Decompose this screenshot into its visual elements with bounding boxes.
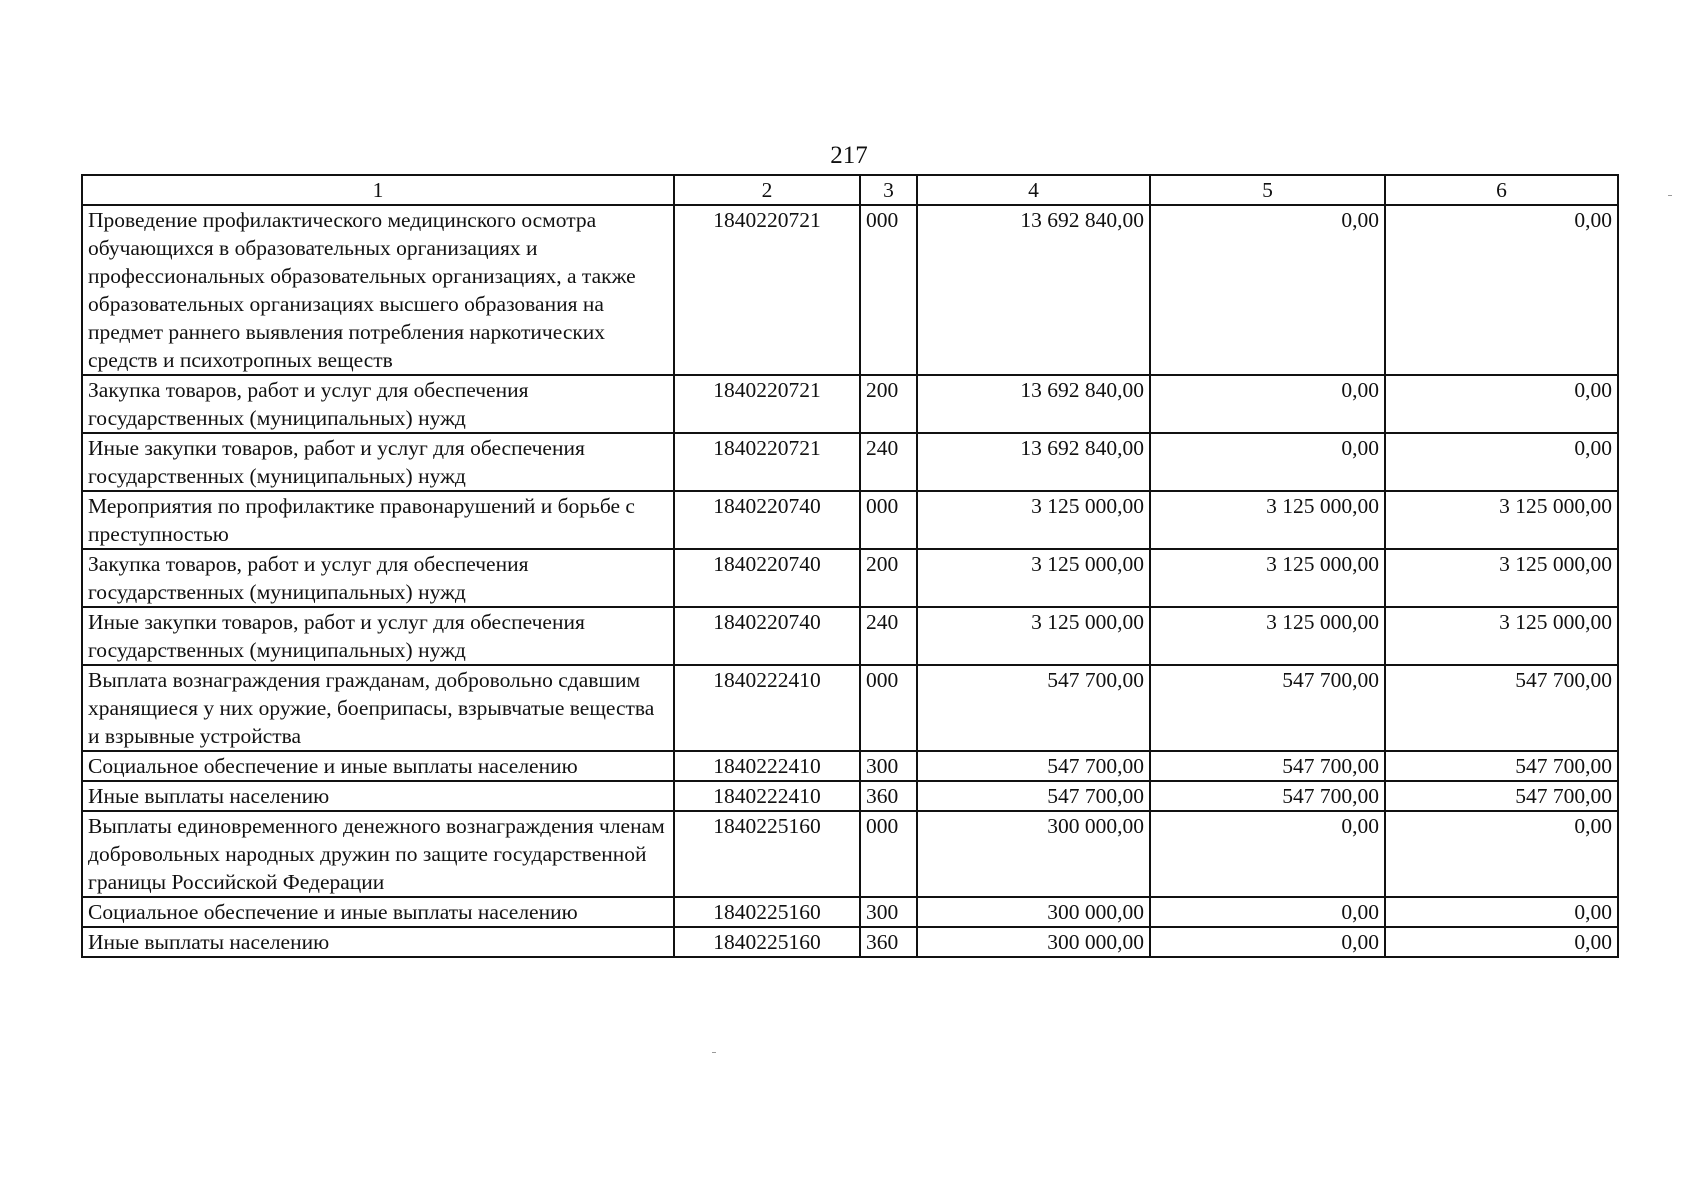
row-value-col5: 547 700,00 — [1150, 751, 1385, 781]
table-row — [82, 433, 1618, 491]
table-row — [82, 665, 1618, 751]
row-value-col5: 0,00 — [1150, 811, 1385, 897]
header-col-4: 4 — [917, 175, 1150, 205]
row-value-col5: 0,00 — [1150, 205, 1385, 375]
table-row — [82, 491, 1618, 549]
table-row — [82, 927, 1618, 957]
header-col-5: 5 — [1150, 175, 1385, 205]
header-col-1: 1 — [82, 175, 674, 205]
table-row — [82, 607, 1618, 665]
row-value-col6: 3 125 000,00 — [1385, 549, 1618, 607]
row-target-code: 1840222410 — [674, 751, 860, 781]
header-col-6: 6 — [1385, 175, 1618, 205]
row-value-col4: 3 125 000,00 — [917, 607, 1150, 665]
row-value-col6: 0,00 — [1385, 205, 1618, 375]
row-expense-type: 240 — [860, 607, 917, 665]
table-row — [82, 549, 1618, 607]
row-name: Социальное обеспечение и иные выплаты населению — [82, 751, 674, 781]
row-value-col5: 0,00 — [1150, 897, 1385, 927]
header-col-2: 2 — [674, 175, 860, 205]
row-expense-type: 000 — [860, 491, 917, 549]
table-header — [82, 175, 1618, 205]
row-expense-type: 360 — [860, 781, 917, 811]
row-target-code: 1840220740 — [674, 491, 860, 549]
table-row — [82, 811, 1618, 897]
header-col-3: 3 — [860, 175, 917, 205]
row-value-col6: 547 700,00 — [1385, 781, 1618, 811]
row-target-code: 1840220740 — [674, 549, 860, 607]
row-expense-type: 000 — [860, 811, 917, 897]
row-expense-type: 300 — [860, 751, 917, 781]
row-value-col6: 0,00 — [1385, 927, 1618, 957]
row-value-col4: 547 700,00 — [917, 751, 1150, 781]
table-row — [82, 897, 1618, 927]
row-name: Закупка товаров, работ и услуг для обеспечения государственных (муниципальных) нужд — [82, 549, 674, 607]
page-number: 217 — [830, 142, 868, 169]
row-target-code: 1840225160 — [674, 811, 860, 897]
row-target-code: 1840225160 — [674, 927, 860, 957]
row-value-col4: 13 692 840,00 — [917, 375, 1150, 433]
row-name: Иные закупки товаров, работ и услуг для обеспечения государственных (муниципальных) нужд — [82, 607, 674, 665]
budget-table — [81, 174, 1619, 958]
row-value-col6: 3 125 000,00 — [1385, 607, 1618, 665]
row-value-col5: 0,00 — [1150, 375, 1385, 433]
row-value-col4: 13 692 840,00 — [917, 433, 1150, 491]
header-row — [82, 175, 1618, 205]
scan-speck — [1668, 195, 1672, 196]
table-row — [82, 781, 1618, 811]
row-expense-type: 000 — [860, 205, 917, 375]
row-expense-type: 200 — [860, 375, 917, 433]
row-target-code: 1840222410 — [674, 781, 860, 811]
row-value-col5: 0,00 — [1150, 927, 1385, 957]
row-value-col4: 3 125 000,00 — [917, 491, 1150, 549]
row-value-col6: 0,00 — [1385, 811, 1618, 897]
row-value-col4: 300 000,00 — [917, 927, 1150, 957]
row-value-col4: 300 000,00 — [917, 897, 1150, 927]
row-target-code: 1840222410 — [674, 665, 860, 751]
row-expense-type: 360 — [860, 927, 917, 957]
row-name: Иные выплаты населению — [82, 781, 674, 811]
row-value-col6: 3 125 000,00 — [1385, 491, 1618, 549]
row-expense-type: 200 — [860, 549, 917, 607]
row-target-code: 1840225160 — [674, 897, 860, 927]
row-name: Выплата вознаграждения гражданам, добровольно сдавшим хранящиеся у них оружие, боеприпасы, взрывчатые вещества и взрывные устройства — [82, 665, 674, 751]
row-value-col6: 0,00 — [1385, 433, 1618, 491]
row-name: Выплаты единовременного денежного вознаграждения членам добровольных народных дружин по защите государственной границы Российской Федерации — [82, 811, 674, 897]
row-value-col6: 0,00 — [1385, 375, 1618, 433]
row-name: Мероприятия по профилактике правонарушений и борьбе с преступностью — [82, 491, 674, 549]
row-expense-type: 240 — [860, 433, 917, 491]
row-value-col5: 3 125 000,00 — [1150, 607, 1385, 665]
row-name: Закупка товаров, работ и услуг для обеспечения государственных (муниципальных) нужд — [82, 375, 674, 433]
table-body — [82, 205, 1618, 957]
row-expense-type: 000 — [860, 665, 917, 751]
row-name: Проведение профилактического медицинского осмотра обучающихся в образовательных организациях и профессиональных образовательных организациях, а также образовательных организациях высшего образования на предмет раннего выявления потребления наркотических средств и психотропных веществ — [82, 205, 674, 375]
row-target-code: 1840220721 — [674, 433, 860, 491]
row-value-col4: 13 692 840,00 — [917, 205, 1150, 375]
table-row — [82, 205, 1618, 375]
row-value-col4: 547 700,00 — [917, 665, 1150, 751]
row-name: Иные выплаты населению — [82, 927, 674, 957]
row-name: Социальное обеспечение и иные выплаты населению — [82, 897, 674, 927]
row-value-col4: 3 125 000,00 — [917, 549, 1150, 607]
row-value-col6: 547 700,00 — [1385, 751, 1618, 781]
row-expense-type: 300 — [860, 897, 917, 927]
row-target-code: 1840220740 — [674, 607, 860, 665]
row-value-col5: 547 700,00 — [1150, 781, 1385, 811]
row-value-col5: 3 125 000,00 — [1150, 491, 1385, 549]
table-row — [82, 375, 1618, 433]
scan-speck — [712, 1052, 716, 1053]
row-value-col4: 547 700,00 — [917, 781, 1150, 811]
table-row — [82, 751, 1618, 781]
row-value-col5: 3 125 000,00 — [1150, 549, 1385, 607]
row-name: Иные закупки товаров, работ и услуг для обеспечения государственных (муниципальных) нужд — [82, 433, 674, 491]
row-target-code: 1840220721 — [674, 375, 860, 433]
row-target-code: 1840220721 — [674, 205, 860, 375]
row-value-col4: 300 000,00 — [917, 811, 1150, 897]
row-value-col6: 0,00 — [1385, 897, 1618, 927]
row-value-col5: 0,00 — [1150, 433, 1385, 491]
row-value-col5: 547 700,00 — [1150, 665, 1385, 751]
row-value-col6: 547 700,00 — [1385, 665, 1618, 751]
